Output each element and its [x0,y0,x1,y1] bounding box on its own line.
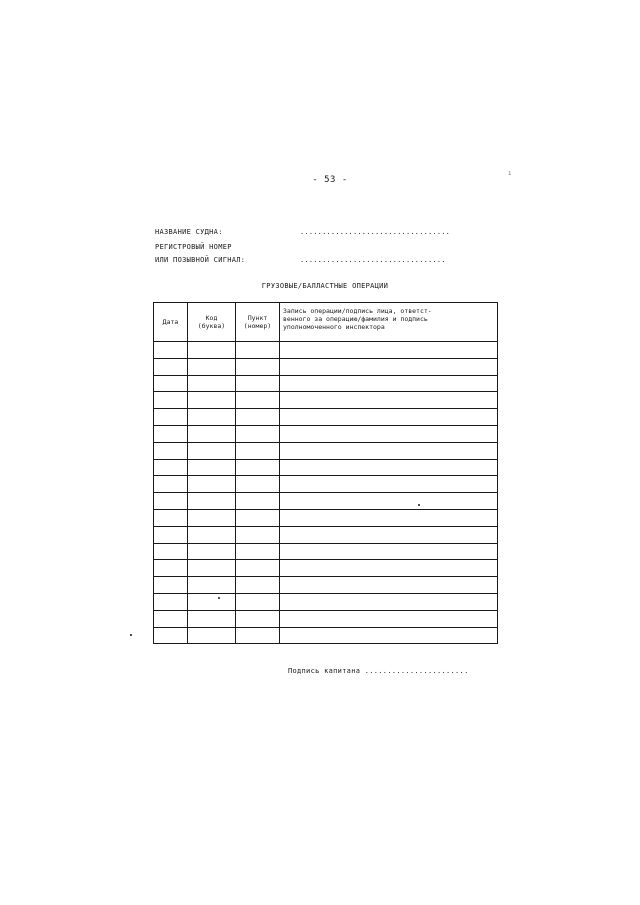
cell-record[interactable] [280,375,498,392]
table-row [154,409,498,426]
cell-record[interactable] [280,425,498,442]
cell-record[interactable] [280,358,498,375]
cell-item[interactable] [236,425,280,442]
ship-name-field[interactable]: .................................. [300,228,451,236]
cell-date[interactable] [154,409,188,426]
cell-date[interactable] [154,593,188,610]
cell-date[interactable] [154,392,188,409]
cell-code[interactable] [188,375,236,392]
ship-name-label: НАЗВАНИЕ СУДНА: [155,228,223,236]
cell-item[interactable] [236,610,280,627]
cell-record[interactable] [280,509,498,526]
cell-code[interactable] [188,409,236,426]
table-row [154,543,498,560]
cell-record[interactable] [280,610,498,627]
captain-signature-dots: ....................... [364,667,469,675]
cell-date[interactable] [154,476,188,493]
header-item-line2: (номер) [243,322,272,330]
cell-item[interactable] [236,392,280,409]
scan-speck [418,504,420,506]
cell-record[interactable] [280,493,498,510]
cell-code[interactable] [188,425,236,442]
cell-record[interactable] [280,342,498,359]
cell-item[interactable] [236,442,280,459]
cell-item[interactable] [236,476,280,493]
cell-item[interactable] [236,577,280,594]
cell-code[interactable] [188,560,236,577]
cell-code[interactable] [188,593,236,610]
table-row [154,342,498,359]
cell-item[interactable] [236,409,280,426]
cell-record[interactable] [280,543,498,560]
captain-signature[interactable] [288,667,469,675]
header-item-line1: Пункт [247,314,268,322]
cell-code[interactable] [188,392,236,409]
cell-item[interactable] [236,509,280,526]
table-row [154,392,498,409]
cell-code[interactable] [188,493,236,510]
cell-date[interactable] [154,509,188,526]
cell-record[interactable] [280,409,498,426]
section-title: ГРУЗОВЫЕ/БАЛЛАСТНЫЕ ОПЕРАЦИИ [261,282,389,290]
cell-code[interactable] [188,526,236,543]
cell-record[interactable] [280,476,498,493]
table-row [154,375,498,392]
cell-code[interactable] [188,358,236,375]
header-record-line2: венного за операцию/фамилия и подпись [283,315,428,323]
page-number: - 53 - [312,175,348,185]
cell-item[interactable] [236,627,280,644]
cell-record[interactable] [280,593,498,610]
cell-record[interactable] [280,392,498,409]
cell-date[interactable] [154,442,188,459]
registry-label-line2: ИЛИ ПОЗЫВНОЙ СИГНАЛ: [155,256,246,264]
scan-speck [218,597,220,599]
table-row [154,577,498,594]
cell-item[interactable] [236,593,280,610]
scan-speck [130,634,132,636]
cell-date[interactable] [154,459,188,476]
operations-log-table [153,302,498,644]
cell-date[interactable] [154,425,188,442]
header-record-line1: Запись операции/подпись лица, ответст- [283,307,432,315]
cell-item[interactable] [236,560,280,577]
cell-code[interactable] [188,610,236,627]
cell-item[interactable] [236,459,280,476]
cell-date[interactable] [154,610,188,627]
cell-date[interactable] [154,560,188,577]
header-date-label: Дата [162,318,179,326]
cell-record[interactable] [280,560,498,577]
cell-item[interactable] [236,493,280,510]
cell-record[interactable] [280,526,498,543]
cell-code[interactable] [188,509,236,526]
corner-mark: ı [508,170,512,177]
header-record-line3: уполномоченного инспектора [283,323,385,331]
cell-item[interactable] [236,375,280,392]
cell-code[interactable] [188,627,236,644]
table-row [154,509,498,526]
cell-code[interactable] [188,577,236,594]
table-row [154,358,498,375]
table-body [154,342,498,644]
table-row [154,425,498,442]
cell-item[interactable] [236,543,280,560]
table-row [154,560,498,577]
cell-record[interactable] [280,627,498,644]
cell-code[interactable] [188,543,236,560]
cell-date[interactable] [154,493,188,510]
table-row [154,476,498,493]
header-code [188,303,236,342]
cell-item[interactable] [236,526,280,543]
table-row [154,526,498,543]
cell-record[interactable] [280,577,498,594]
cell-code[interactable] [188,459,236,476]
header-code-line2: (буква) [197,322,226,330]
cell-code[interactable] [188,476,236,493]
table-header-row [154,303,498,342]
cell-date[interactable] [154,577,188,594]
cell-record[interactable] [280,442,498,459]
table-row [154,627,498,644]
cell-date[interactable] [154,543,188,560]
header-date [154,303,188,342]
cell-date[interactable] [154,526,188,543]
header-code-line1: Код [205,314,218,322]
table-row [154,610,498,627]
cell-date[interactable] [154,342,188,359]
header-record [280,303,498,342]
cell-item[interactable] [236,358,280,375]
table-row [154,593,498,610]
header-item [236,303,280,342]
cell-date[interactable] [154,358,188,375]
cell-date[interactable] [154,627,188,644]
table-row [154,493,498,510]
table-row [154,459,498,476]
registry-label-line1: РЕГИСТРОВЫЙ НОМЕР [155,243,232,251]
cell-record[interactable] [280,459,498,476]
cell-code[interactable] [188,342,236,359]
cell-item[interactable] [236,342,280,359]
cell-date[interactable] [154,375,188,392]
cell-code[interactable] [188,442,236,459]
table-row [154,442,498,459]
captain-signature-label: Подпись капитана [288,667,361,675]
registry-field[interactable]: ................................. [300,256,446,264]
